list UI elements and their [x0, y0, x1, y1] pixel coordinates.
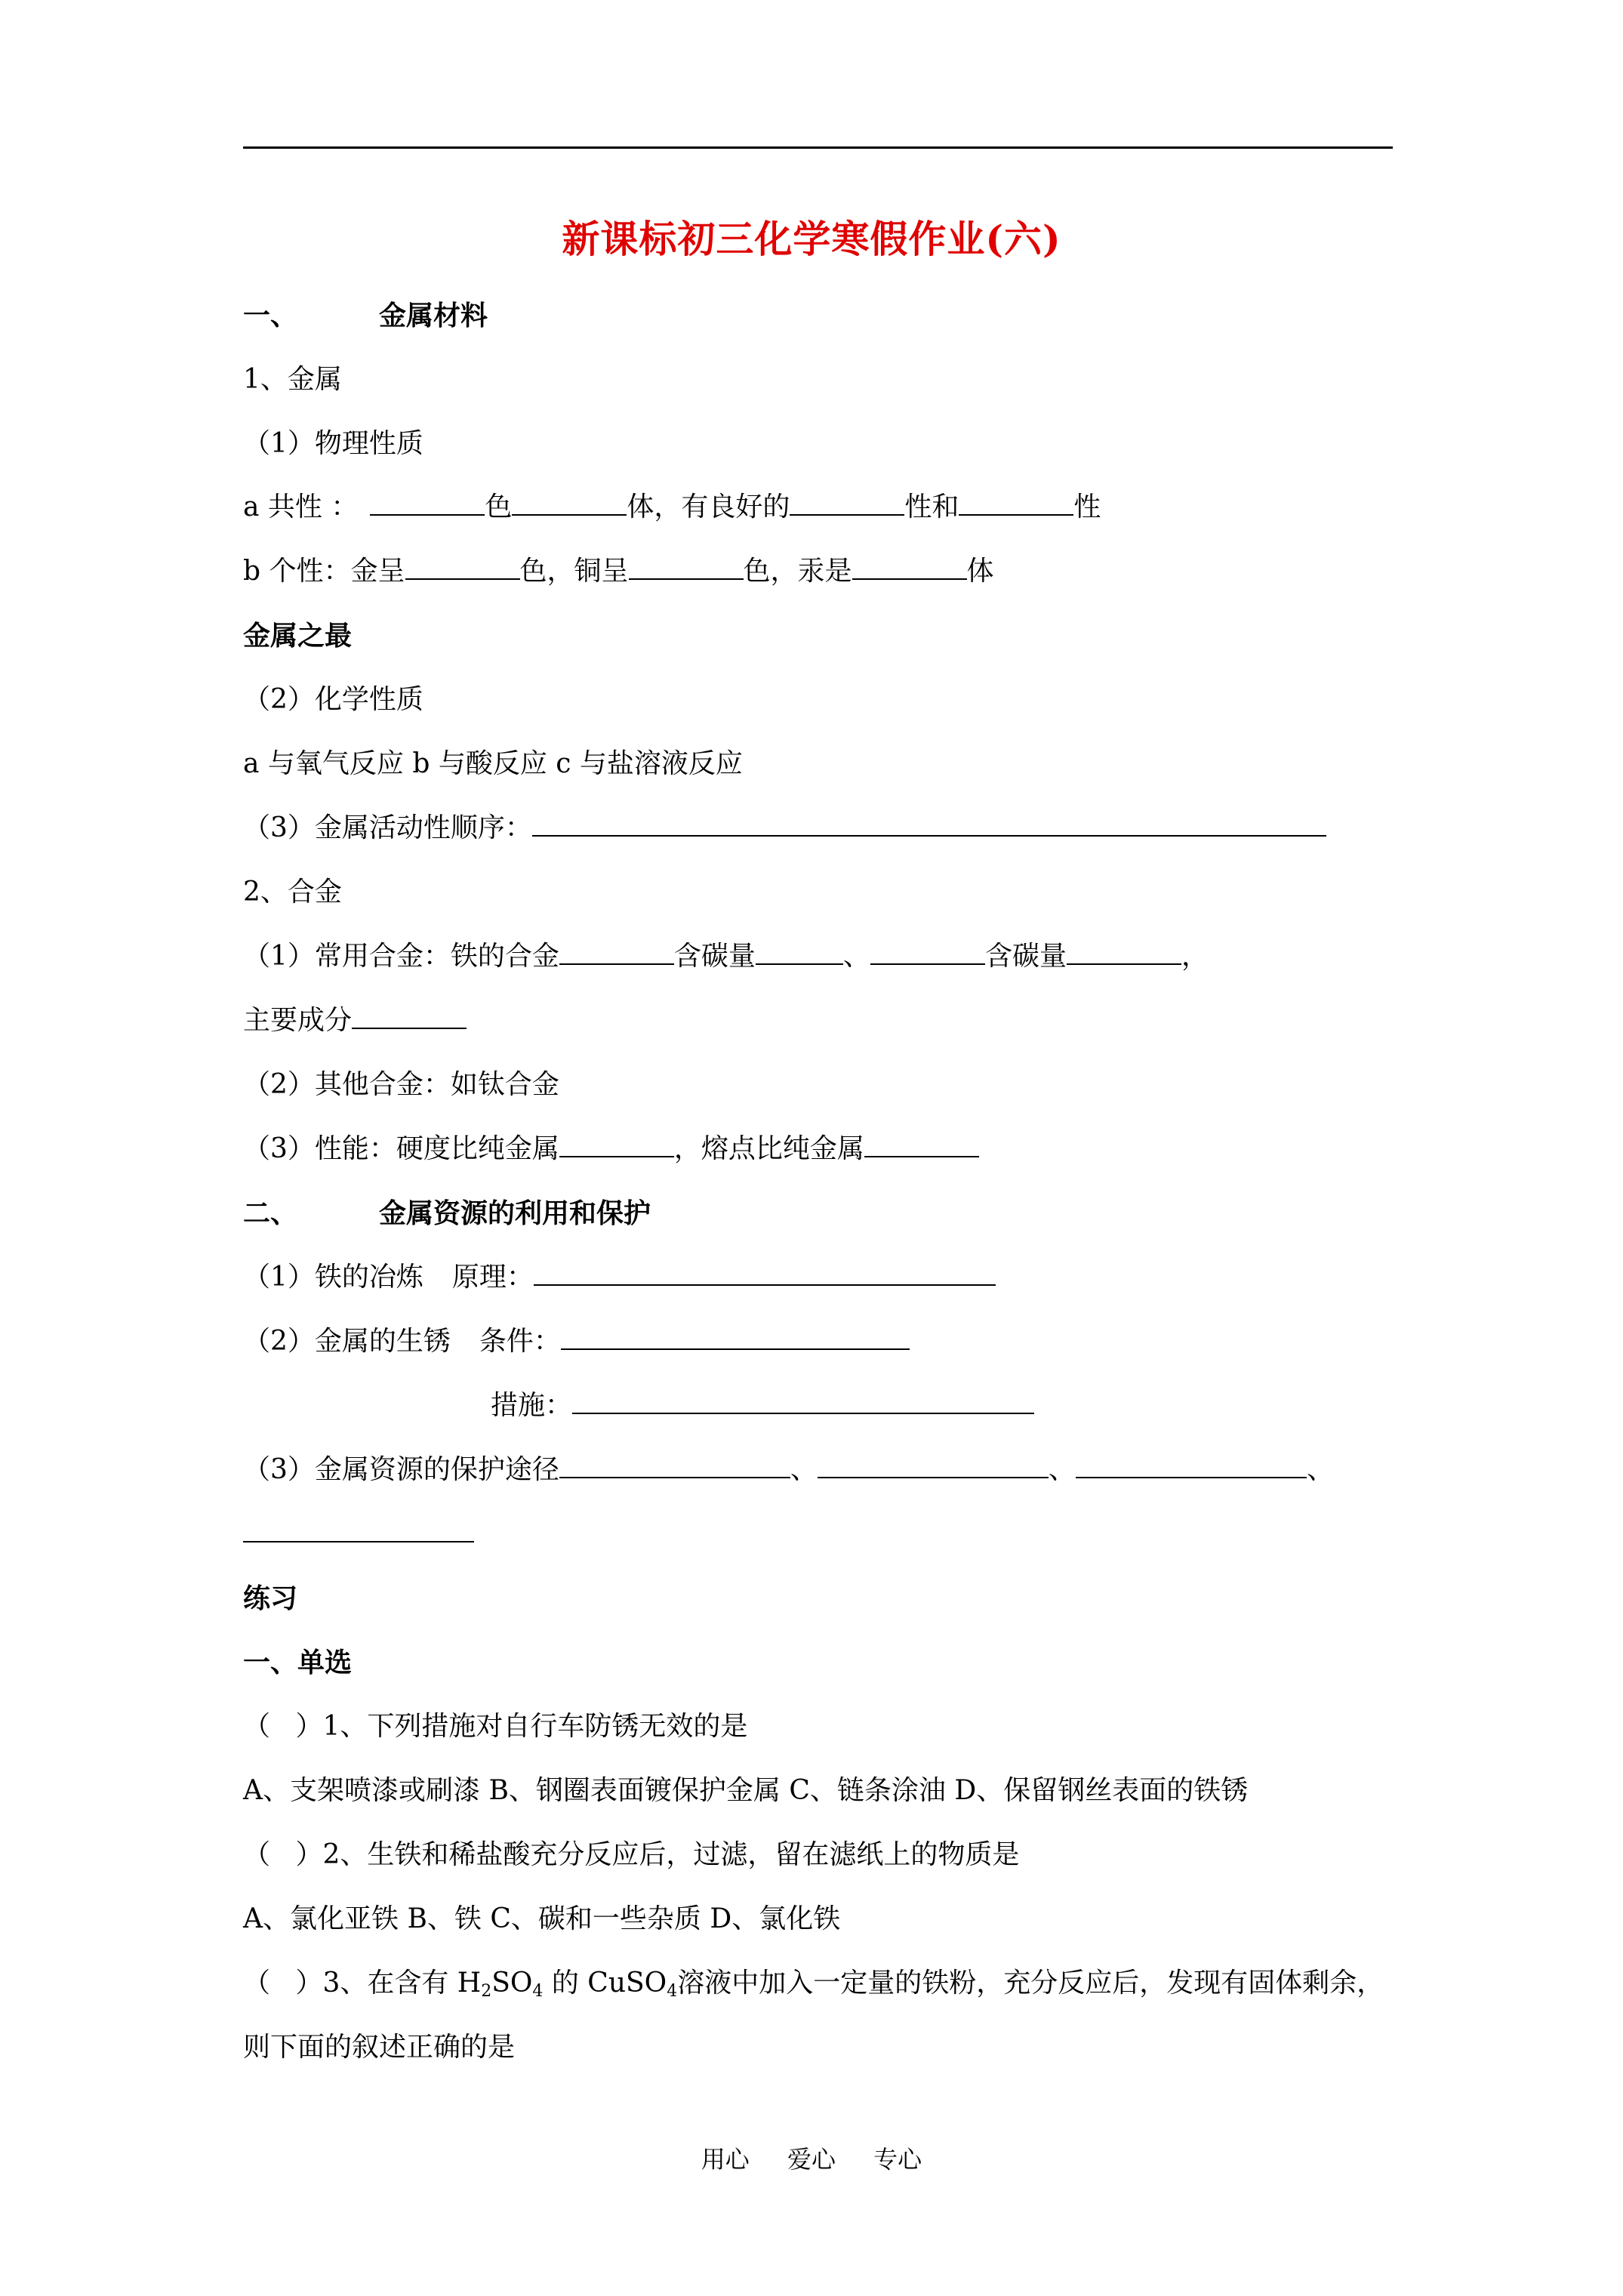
question-1-options: A、支架喷漆或刷漆 B、钢圈表面镀保护金属 C、链条涂油 D、保留钢丝表面的铁锈 [243, 1775, 1249, 1806]
fill-blank[interactable] [532, 812, 1326, 837]
line-resource-protection-cont [243, 1515, 474, 1553]
item-physical-properties: （1）物理性质 [243, 428, 423, 459]
line-individual-properties: b 个性：金呈 色，铜呈 色，汞是 体 [243, 556, 994, 587]
line-rusting-conditions: （2）金属的生锈 条件： [243, 1323, 910, 1361]
page-title: 新课标初三化学寒假作业(六) [562, 217, 1061, 261]
fill-blank[interactable] [790, 492, 904, 516]
section-1-heading [243, 297, 488, 334]
fill-blank[interactable] [243, 1518, 474, 1542]
fill-blank[interactable] [629, 556, 744, 580]
question-3-continued: 则下面的叙述正确的是 [243, 2032, 516, 2063]
fill-blank[interactable] [405, 556, 520, 580]
fill-blank[interactable] [1076, 1454, 1307, 1478]
section-2-title: 金属资源的利用和保护 [379, 1197, 651, 1229]
section-2-heading [243, 1194, 651, 1232]
item-reactions: a 与氧气反应 b 与酸反应 c 与盐溶液反应 [243, 748, 743, 779]
fill-blank[interactable] [572, 1390, 1034, 1414]
footer-item: 用心 [701, 2145, 750, 2174]
question-2-options: A、氯化亚铁 B、铁 C、碳和一些杂质 D、氯化铁 [243, 1903, 841, 1934]
fill-blank[interactable] [818, 1454, 1049, 1478]
fill-blank[interactable] [852, 556, 967, 580]
fill-blank[interactable] [370, 492, 485, 516]
section-1-title: 金属材料 [379, 300, 488, 331]
item-metal-superlatives: 金属之最 [243, 620, 353, 652]
fill-blank[interactable] [864, 1133, 979, 1157]
fill-blank[interactable] [756, 941, 843, 965]
fill-blank[interactable] [559, 1133, 674, 1157]
answer-paren[interactable]: （ ） [243, 1711, 323, 1742]
fill-blank[interactable] [352, 1005, 467, 1029]
question-1: （ ）1、下列措施对自行车防锈无效的是 [243, 1711, 748, 1742]
fill-blank[interactable] [561, 1326, 910, 1350]
line-iron-smelting: （1）铁的冶炼 原理： [243, 1259, 996, 1296]
practice-heading: 练习 [243, 1583, 298, 1614]
item-metal: 1、金属 [243, 364, 342, 395]
line-rusting-measures: 措施： [491, 1387, 1034, 1425]
fill-blank[interactable] [870, 941, 985, 965]
item-alloy: 2、合金 [243, 877, 342, 908]
section-1-number: 一、 [243, 300, 298, 331]
fill-blank[interactable] [559, 1454, 790, 1478]
line-common-properties: a 共性 ： 色 体，有良好的 性和 性 [243, 492, 1101, 522]
item-chemical-properties: （2）化学性质 [243, 684, 423, 715]
fill-blank[interactable] [1067, 941, 1181, 965]
page-footer [0, 2143, 1623, 2176]
line-activity-series: （3）金属活动性顺序： [243, 809, 1326, 847]
item-other-alloys: （2）其他合金：如钛合金 [243, 1069, 559, 1100]
fill-blank[interactable] [512, 492, 627, 516]
line-resource-protection: （3）金属资源的保护途径 、 、 、 [243, 1454, 1334, 1485]
fill-blank[interactable] [559, 941, 674, 965]
header-rule [243, 146, 1393, 149]
section-2-number: 二、 [243, 1197, 298, 1229]
fill-blank[interactable] [959, 492, 1073, 516]
question-2: （ ）2、生铁和稀盐酸充分反应后，过滤，留在滤纸上的物质是 [243, 1839, 1020, 1870]
fill-blank[interactable] [534, 1262, 996, 1286]
line-alloy-performance: （3）性能：硬度比纯金属 ，熔点比纯金属 [243, 1130, 979, 1168]
answer-paren[interactable]: （ ） [243, 1968, 323, 1999]
question-3: （ ）3、在含有 $H_2SO_4$ 的 CuSO$_4$溶液中加入一定量的铁粉，充分反应后，发现有固体剩余， [243, 1968, 1384, 2001]
footer-item: 爱心 [787, 2145, 836, 2174]
footer-item: 专心 [873, 2145, 922, 2174]
line-common-alloys: （1）常用合金：铁的合金 含碳量 、 含碳量 ， [243, 941, 1209, 972]
single-choice-heading: 一、单选 [243, 1647, 353, 1678]
answer-paren[interactable]: （ ） [243, 1839, 323, 1870]
line-main-component: 主要成分 [243, 1002, 467, 1040]
